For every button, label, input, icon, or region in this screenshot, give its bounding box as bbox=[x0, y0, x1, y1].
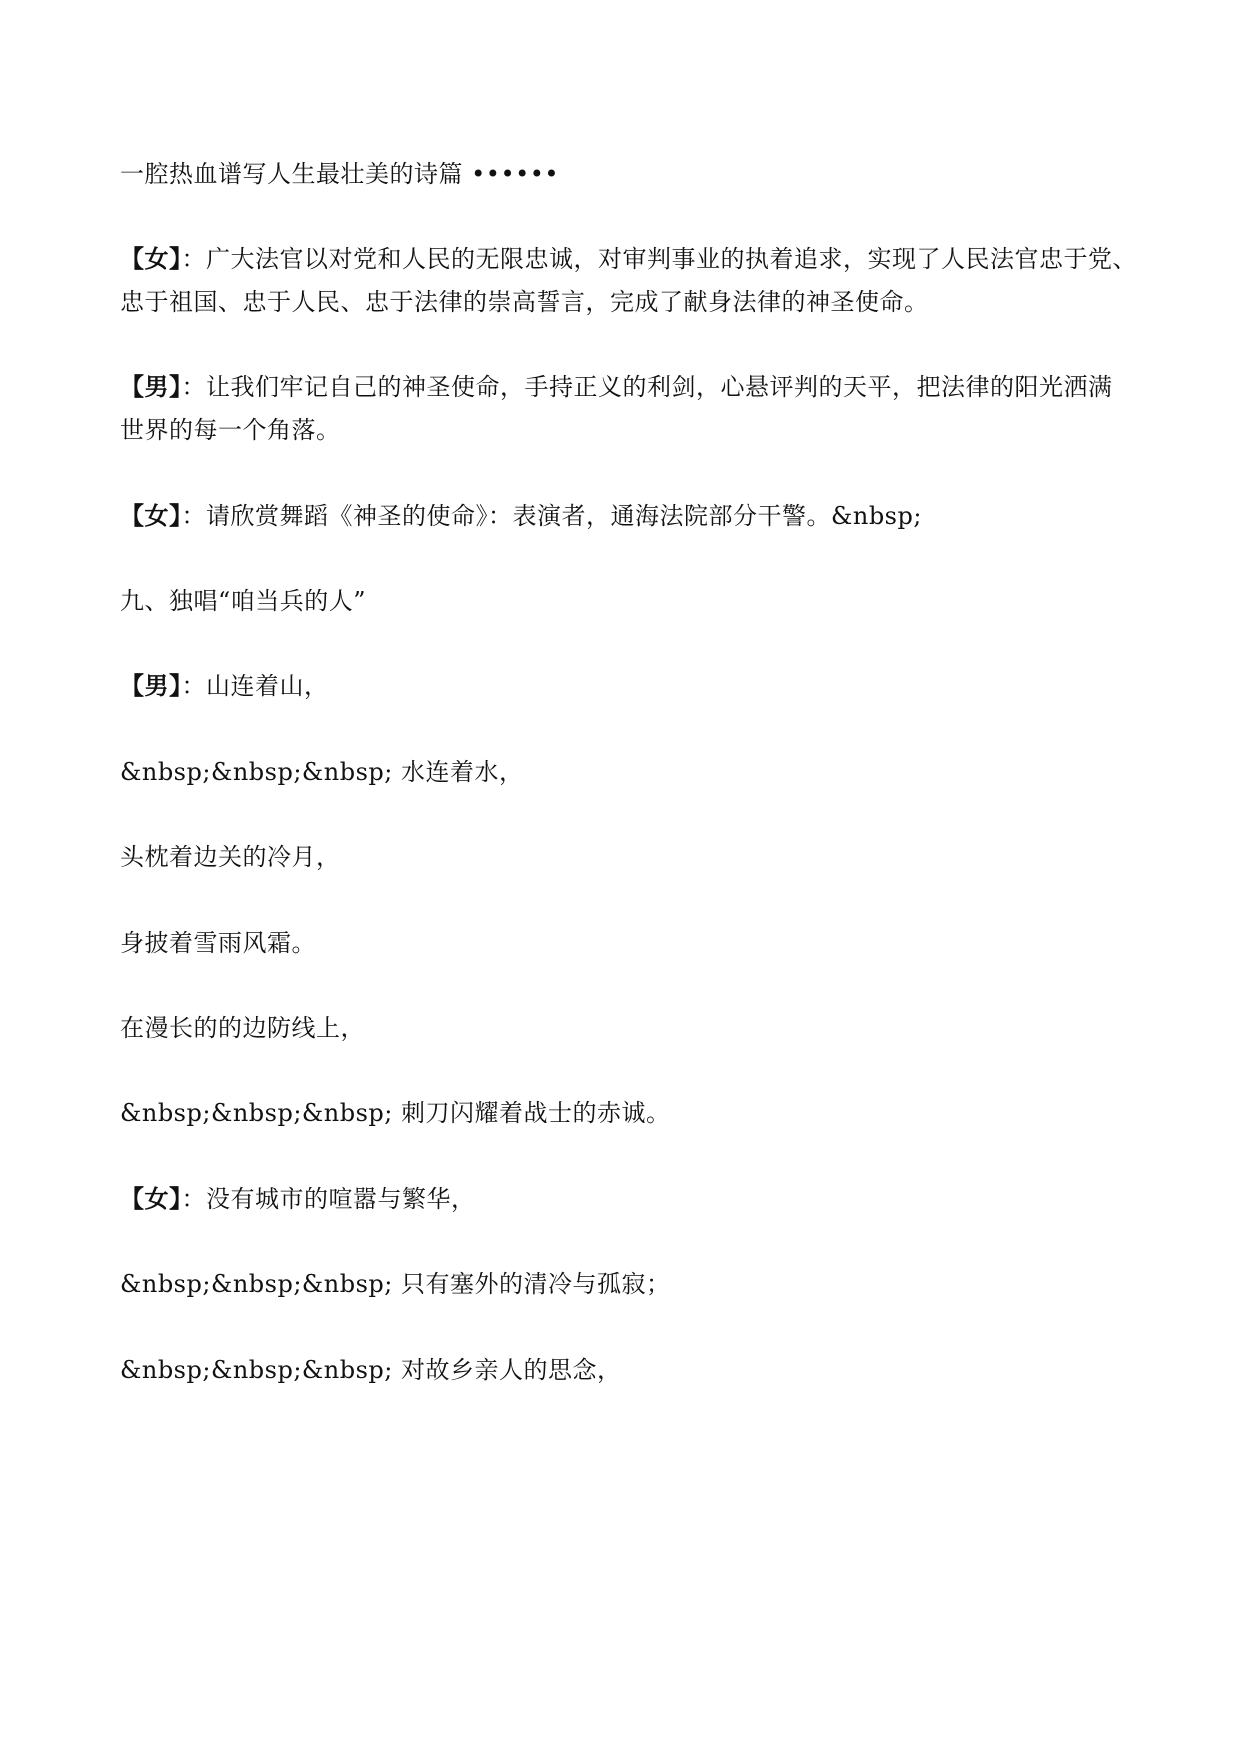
dialogue-text: ：请欣赏舞蹈《神圣的使命》：表演者，通海法院部分干警。&nbsp; bbox=[181, 502, 922, 530]
poem-line-text: 身披着雪雨风霜。 bbox=[120, 929, 316, 957]
speaker-label-male: 【男】 bbox=[120, 372, 182, 401]
dialogue-male-1-line-1 bbox=[120, 370, 1130, 404]
poem-line bbox=[120, 1096, 1130, 1130]
dialogue-text: ：没有城市的喧嚣与繁华， bbox=[181, 1185, 476, 1213]
speaker-label-male: 【男】 bbox=[120, 671, 182, 700]
poem-line-text: 在漫长的的边防线上， bbox=[120, 1014, 365, 1042]
speaker-label-female: 【女】 bbox=[120, 501, 182, 530]
dialogue-text: ：广大法官以对党和人民的无限忠诚，对审判事业的执着追求，实现了人民法官忠于党、 bbox=[181, 245, 1137, 273]
dialogue-female-1-line-2 bbox=[120, 285, 1130, 319]
dialogue-text: 忠于祖国、忠于人民、忠于法律的崇高誓言，完成了献身法律的神圣使命。 bbox=[120, 288, 929, 316]
paragraph-intro bbox=[120, 157, 1130, 191]
dialogue-male-1-line-2 bbox=[120, 413, 1130, 447]
poem-line bbox=[120, 840, 1130, 874]
poem-line-text: &nbsp;&nbsp;&nbsp; 刺刀闪耀着战士的赤诚。 bbox=[120, 1099, 671, 1127]
poem-line-text: 头枕着边关的冷月， bbox=[120, 843, 341, 871]
poem-line bbox=[120, 1267, 1130, 1301]
speaker-label-female: 【女】 bbox=[120, 244, 182, 273]
poem-line bbox=[120, 926, 1130, 960]
poem-line bbox=[120, 1353, 1130, 1387]
dialogue-text: ：山连着山， bbox=[181, 672, 329, 700]
dialogue-text: 世界的每一个角落。 bbox=[120, 416, 341, 444]
poem-line-text: &nbsp;&nbsp;&nbsp; 只有塞外的清冷与孤寂； bbox=[120, 1270, 671, 1298]
section-heading bbox=[120, 584, 1130, 618]
poem-line-text: &nbsp;&nbsp;&nbsp; 水连着水， bbox=[120, 758, 524, 786]
dialogue-female-1-line-1 bbox=[120, 242, 1137, 276]
poem-line-text: &nbsp;&nbsp;&nbsp; 对故乡亲人的思念， bbox=[120, 1356, 622, 1384]
dialogue-female-3 bbox=[120, 1182, 1130, 1216]
speaker-label-female: 【女】 bbox=[120, 1184, 182, 1213]
dialogue-female-2 bbox=[120, 499, 1130, 533]
dialogue-text: ：让我们牢记自己的神圣使命，手持正义的利剑，心悬评判的天平，把法律的阳光洒满 bbox=[181, 373, 1113, 401]
section-heading-text: 九、独唱“咱当兵的人” bbox=[120, 587, 367, 615]
paragraph-text: 一腔热血谱写人生最壮美的诗篇 •••••• bbox=[120, 160, 560, 188]
dialogue-male-2 bbox=[120, 669, 1130, 703]
poem-line bbox=[120, 755, 1130, 789]
poem-line bbox=[120, 1011, 1130, 1045]
